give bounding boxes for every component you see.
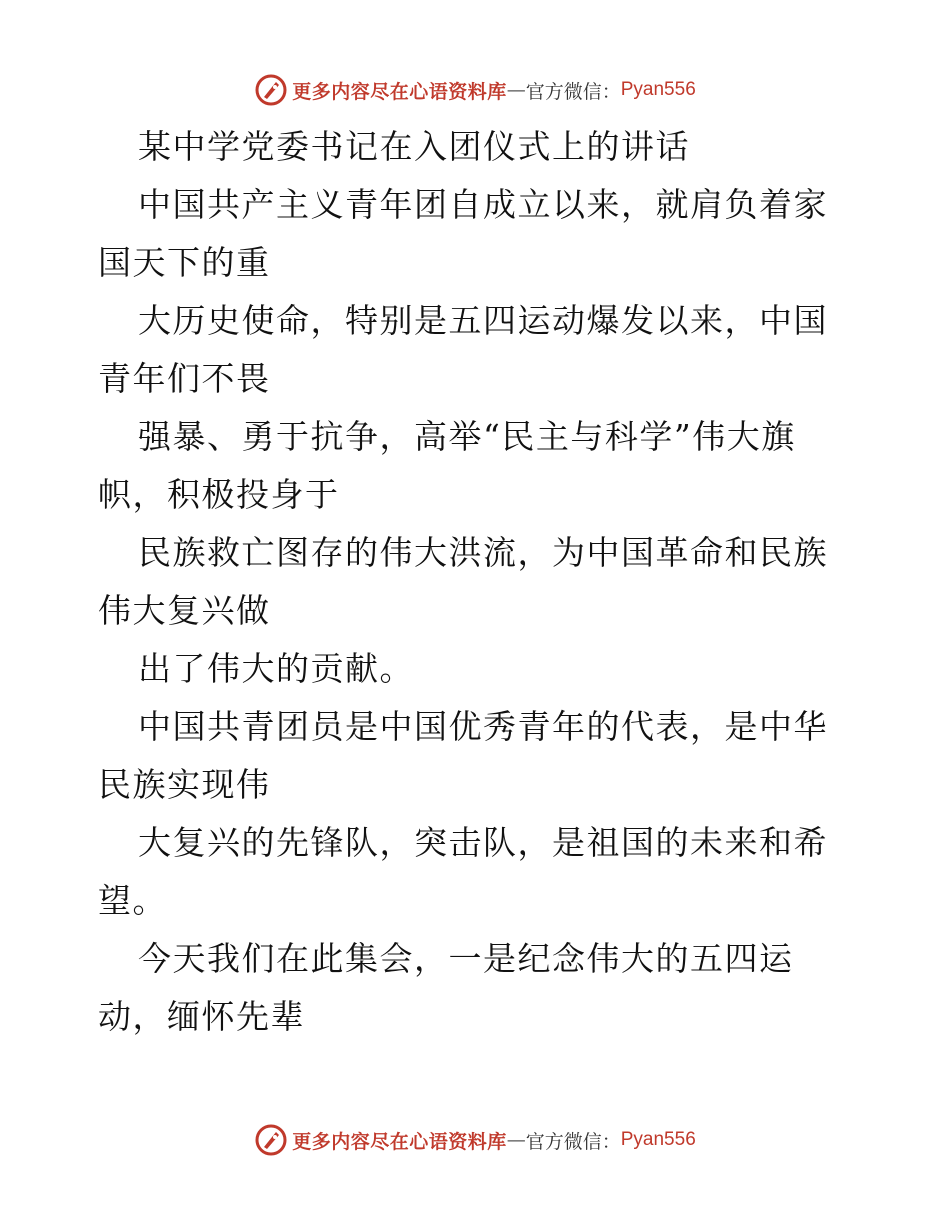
- footer-banner: [0, 1120, 950, 1160]
- paragraph: 今天我们在此集会，一是纪念伟大的五四运动，缅怀先辈: [98, 939, 794, 1036]
- paragraph: 民族救亡图存的伟大洪流，为中国革命和民族伟大复兴做: [98, 533, 828, 630]
- document-body: [98, 118, 858, 1046]
- header-banner: [0, 70, 950, 110]
- paragraph: 中国共产主义青年团自成立以来，就肩负着家国天下的重: [98, 185, 828, 282]
- banner-wechat-id: Pyan556: [620, 1129, 696, 1150]
- banner-separator: —: [506, 79, 526, 101]
- pen-nib-circle-icon: [254, 73, 288, 107]
- banner-wechat-id: Pyan556: [620, 79, 696, 100]
- paragraph: 中国共青团员是中国优秀青年的代表，是中华民族实现伟: [98, 707, 828, 804]
- banner-separator: —: [506, 1129, 526, 1151]
- paragraph: 强暴、勇于抗争，高举“民主与科学”伟大旗帜，积极投身于: [98, 417, 796, 514]
- banner-wechat-label: 官方微信：: [525, 80, 621, 103]
- banner-wechat-label: 官方微信：: [525, 1130, 621, 1153]
- pen-nib-circle-icon: [254, 1123, 288, 1157]
- paragraph: 出了伟大的贡献。: [138, 649, 414, 688]
- banner-brand: 更多内容尽在心语资料库: [292, 1130, 507, 1153]
- document-title: 某中学党委书记在入团仪式上的讲话: [138, 127, 690, 166]
- banner-brand: 更多内容尽在心语资料库: [292, 80, 507, 103]
- paragraph: 大历史使命，特别是五四运动爆发以来，中国青年们不畏: [98, 301, 828, 398]
- paragraph: 大复兴的先锋队，突击队，是祖国的未来和希望。: [98, 823, 828, 920]
